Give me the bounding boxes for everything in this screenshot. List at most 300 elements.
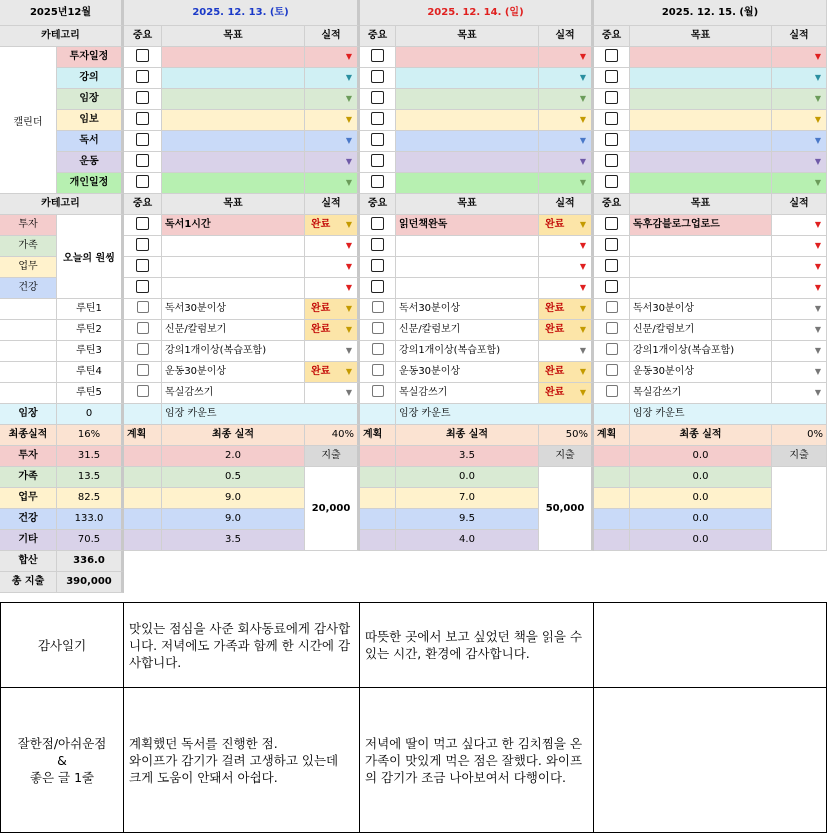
calendar-goal-cell[interactable] xyxy=(162,131,305,152)
reflection-entry[interactable] xyxy=(124,688,360,833)
day-category-value xyxy=(396,530,539,551)
importance-cell[interactable] xyxy=(360,257,396,278)
gratitude-entry[interactable] xyxy=(124,603,360,688)
routine-checkbox-cell[interactable] xyxy=(594,320,630,341)
routine-goal[interactable] xyxy=(630,341,772,362)
calendar-result-select[interactable] xyxy=(772,110,827,131)
importance-checkbox[interactable] xyxy=(606,385,618,397)
importance-cell[interactable] xyxy=(594,110,630,131)
reflection-label-line: 잘한점/아쉬운점 xyxy=(17,735,107,751)
importance-checkbox[interactable] xyxy=(371,154,384,167)
routine-goal[interactable] xyxy=(630,362,772,383)
onething-result-select[interactable] xyxy=(772,236,827,257)
importance-checkbox[interactable] xyxy=(137,301,149,313)
result-header-text: 실적 xyxy=(789,198,809,209)
onething-goal[interactable] xyxy=(630,278,772,299)
importance-cell[interactable] xyxy=(360,215,396,236)
routine-result-select[interactable] xyxy=(539,362,594,383)
importance-checkbox[interactable] xyxy=(136,49,149,62)
routine-result-select[interactable] xyxy=(305,320,360,341)
onething-goal[interactable] xyxy=(630,257,772,278)
importance-checkbox[interactable] xyxy=(605,70,618,83)
routine-result-select-text: 완료 xyxy=(311,303,331,314)
routine-result-select[interactable] xyxy=(539,320,594,341)
calendar-result-select[interactable] xyxy=(305,89,360,110)
importance-checkbox[interactable] xyxy=(605,217,618,230)
onething-result-select[interactable] xyxy=(539,278,594,299)
calendar-result-select[interactable] xyxy=(772,152,827,173)
final-total-pct xyxy=(57,425,124,446)
reflection-entry[interactable] xyxy=(594,688,827,833)
importance-checkbox[interactable] xyxy=(372,301,384,313)
importance-checkbox[interactable] xyxy=(371,280,384,293)
dropdown-arrow-icon[interactable]: ▼ xyxy=(345,94,352,103)
dropdown-arrow-icon[interactable]: ▼ xyxy=(814,52,821,61)
onething-result-select-text: 완료 xyxy=(311,219,331,230)
calendar-goal-cell[interactable] xyxy=(162,152,305,173)
importance-checkbox[interactable] xyxy=(605,133,618,146)
routine-checkbox-cell[interactable] xyxy=(360,383,396,404)
importance-checkbox[interactable] xyxy=(371,217,384,230)
onething-goal[interactable] xyxy=(630,236,772,257)
calendar-result-select[interactable] xyxy=(305,173,360,194)
importance-checkbox[interactable] xyxy=(371,175,384,188)
calendar-goal-cell[interactable] xyxy=(630,131,772,152)
imjang-blank xyxy=(594,404,630,425)
dropdown-arrow-icon[interactable]: ▼ xyxy=(345,52,352,61)
dropdown-arrow-icon[interactable]: ▼ xyxy=(345,262,352,271)
dropdown-arrow-icon[interactable]: ▼ xyxy=(814,262,821,271)
onething-goal[interactable] xyxy=(396,215,539,236)
dropdown-arrow-icon[interactable]: ▼ xyxy=(814,115,821,124)
calendar-result-select[interactable] xyxy=(539,152,594,173)
onething-result-select[interactable] xyxy=(539,215,594,236)
calendar-result-select[interactable] xyxy=(305,131,360,152)
importance-cell[interactable] xyxy=(124,47,162,68)
importance-cell[interactable] xyxy=(124,236,162,257)
calendar-goal-cell[interactable] xyxy=(396,173,539,194)
importance-header xyxy=(594,26,630,47)
calendar-goal-cell[interactable] xyxy=(396,89,539,110)
routine-checkbox-cell[interactable] xyxy=(124,299,162,320)
routine-goal[interactable] xyxy=(630,320,772,341)
routine-label xyxy=(57,362,124,383)
importance-cell[interactable] xyxy=(124,110,162,131)
importance-cell[interactable] xyxy=(124,89,162,110)
calendar-result-select[interactable] xyxy=(539,173,594,194)
day-category-value-text: 9.5 xyxy=(459,513,475,524)
routine-result-select[interactable] xyxy=(772,299,827,320)
importance-checkbox[interactable] xyxy=(136,217,149,230)
importance-checkbox[interactable] xyxy=(605,175,618,188)
dropdown-arrow-icon[interactable]: ▼ xyxy=(579,178,586,187)
importance-checkbox[interactable] xyxy=(372,322,384,334)
dropdown-arrow-icon[interactable]: ▼ xyxy=(814,346,821,355)
onething-goal[interactable] xyxy=(162,257,305,278)
calendar-result-select[interactable] xyxy=(539,47,594,68)
calendar-goal-cell[interactable] xyxy=(162,47,305,68)
dropdown-arrow-icon[interactable]: ▼ xyxy=(345,367,352,376)
importance-checkbox[interactable] xyxy=(371,133,384,146)
calendar-goal-cell[interactable] xyxy=(162,89,305,110)
goal-header-text: 목표 xyxy=(457,30,477,41)
summary-value-text: 13.5 xyxy=(77,471,101,482)
importance-checkbox[interactable] xyxy=(371,91,384,104)
dropdown-arrow-icon[interactable]: ▼ xyxy=(579,136,586,145)
importance-checkbox[interactable] xyxy=(371,49,384,62)
routine-result-select[interactable] xyxy=(539,383,594,404)
calendar-goal-cell[interactable] xyxy=(630,89,772,110)
dropdown-arrow-icon[interactable]: ▼ xyxy=(814,388,821,397)
calendar-result-select[interactable] xyxy=(772,131,827,152)
importance-checkbox[interactable] xyxy=(371,112,384,125)
dropdown-arrow-icon[interactable]: ▼ xyxy=(579,346,586,355)
importance-checkbox[interactable] xyxy=(136,175,149,188)
calendar-result-select[interactable] xyxy=(539,68,594,89)
importance-cell[interactable] xyxy=(360,173,396,194)
gratitude-entry[interactable] xyxy=(360,603,594,688)
importance-cell[interactable] xyxy=(124,215,162,236)
dropdown-arrow-icon[interactable]: ▼ xyxy=(814,178,821,187)
routine-goal[interactable] xyxy=(162,320,305,341)
calendar-goal-cell[interactable] xyxy=(396,110,539,131)
imjang-count xyxy=(57,404,124,425)
importance-cell[interactable] xyxy=(594,278,630,299)
plan-cell xyxy=(124,467,162,488)
gratitude-label xyxy=(0,603,124,688)
onething-result-select[interactable] xyxy=(539,236,594,257)
routine-goal[interactable] xyxy=(162,383,305,404)
importance-checkbox[interactable] xyxy=(136,91,149,104)
importance-cell[interactable] xyxy=(594,173,630,194)
importance-checkbox[interactable] xyxy=(136,133,149,146)
importance-checkbox[interactable] xyxy=(137,385,149,397)
calendar-result-select[interactable] xyxy=(305,110,360,131)
day-category-value xyxy=(162,488,305,509)
routine-goal-text: 독서30분이상 xyxy=(399,303,461,314)
importance-cell[interactable] xyxy=(594,89,630,110)
plan-cell xyxy=(594,530,630,551)
dropdown-arrow-icon[interactable]: ▼ xyxy=(579,241,586,250)
final-result-label xyxy=(396,425,539,446)
dropdown-arrow-icon[interactable]: ▼ xyxy=(345,346,352,355)
onething-goal[interactable] xyxy=(162,278,305,299)
calendar-goal-cell[interactable] xyxy=(630,47,772,68)
calendar-result-select[interactable] xyxy=(772,89,827,110)
importance-cell[interactable] xyxy=(360,110,396,131)
dropdown-arrow-icon[interactable]: ▼ xyxy=(345,283,352,292)
dropdown-arrow-icon[interactable]: ▼ xyxy=(345,73,352,82)
gratitude-entry[interactable] xyxy=(594,603,827,688)
dropdown-arrow-icon[interactable]: ▼ xyxy=(814,136,821,145)
dropdown-arrow-icon[interactable]: ▼ xyxy=(814,73,821,82)
importance-checkbox[interactable] xyxy=(137,364,149,376)
dropdown-arrow-icon[interactable]: ▼ xyxy=(345,178,352,187)
importance-cell[interactable] xyxy=(594,47,630,68)
importance-checkbox[interactable] xyxy=(136,154,149,167)
routine-checkbox-cell[interactable] xyxy=(360,362,396,383)
routine-goal[interactable] xyxy=(162,362,305,383)
onething-goal[interactable] xyxy=(396,236,539,257)
routine-checkbox-cell[interactable] xyxy=(124,362,162,383)
dropdown-arrow-icon[interactable]: ▼ xyxy=(345,241,352,250)
dropdown-arrow-icon[interactable]: ▼ xyxy=(579,52,586,61)
routine-goal[interactable] xyxy=(630,383,772,404)
routine-checkbox-cell[interactable] xyxy=(594,383,630,404)
calendar-goal-cell[interactable] xyxy=(630,173,772,194)
day-category-value-text: 7.0 xyxy=(459,492,475,503)
routine-result-select[interactable] xyxy=(772,341,827,362)
day-category-value-text: 0.0 xyxy=(692,492,709,503)
calendar-result-select[interactable] xyxy=(539,89,594,110)
routine-result-select[interactable] xyxy=(772,320,827,341)
calendar-category xyxy=(57,89,124,110)
imjang-count-label xyxy=(396,404,594,425)
routine-goal[interactable] xyxy=(162,299,305,320)
importance-checkbox[interactable] xyxy=(136,238,149,251)
calendar-category xyxy=(57,110,124,131)
calendar-result-select[interactable] xyxy=(539,110,594,131)
calendar-goal-cell[interactable] xyxy=(162,110,305,131)
onething-category xyxy=(0,215,57,236)
importance-checkbox[interactable] xyxy=(136,112,149,125)
importance-checkbox[interactable] xyxy=(371,70,384,83)
dropdown-arrow-icon[interactable]: ▼ xyxy=(814,325,821,334)
calendar-goal-cell[interactable] xyxy=(162,173,305,194)
dropdown-arrow-icon[interactable]: ▼ xyxy=(579,262,586,271)
importance-checkbox[interactable] xyxy=(137,343,149,355)
importance-cell[interactable] xyxy=(124,257,162,278)
final-result-label-text: 최종 실적 xyxy=(211,429,255,440)
routine-result-select[interactable] xyxy=(772,383,827,404)
calendar-goal-cell[interactable] xyxy=(396,47,539,68)
final-day-pct-text: 0% xyxy=(807,429,823,440)
dropdown-arrow-icon[interactable]: ▼ xyxy=(345,157,352,166)
importance-cell[interactable] xyxy=(594,131,630,152)
onething-category xyxy=(0,236,57,257)
dropdown-arrow-icon[interactable]: ▼ xyxy=(579,325,586,334)
importance-checkbox[interactable] xyxy=(605,259,618,272)
importance-cell[interactable] xyxy=(594,215,630,236)
onething-goal[interactable] xyxy=(162,236,305,257)
calendar-result-select[interactable] xyxy=(305,152,360,173)
calendar-goal-cell[interactable] xyxy=(396,152,539,173)
dropdown-arrow-icon[interactable]: ▼ xyxy=(814,157,821,166)
dropdown-arrow-icon[interactable]: ▼ xyxy=(579,220,586,229)
dropdown-arrow-icon[interactable]: ▼ xyxy=(814,304,821,313)
routine-result-select[interactable] xyxy=(305,299,360,320)
onething-goal[interactable] xyxy=(396,278,539,299)
routine-checkbox-cell[interactable] xyxy=(594,341,630,362)
dropdown-arrow-icon[interactable]: ▼ xyxy=(579,367,586,376)
dropdown-arrow-icon[interactable]: ▼ xyxy=(814,220,821,229)
dropdown-arrow-icon[interactable]: ▼ xyxy=(579,388,586,397)
importance-checkbox[interactable] xyxy=(371,259,384,272)
calendar-result-select[interactable] xyxy=(539,131,594,152)
importance-header-text: 중요 xyxy=(367,30,388,41)
calendar-goal-cell[interactable] xyxy=(396,131,539,152)
onething-goal[interactable] xyxy=(396,257,539,278)
onething-goal-text: 독후감블로그업로드 xyxy=(633,219,720,230)
importance-checkbox[interactable] xyxy=(606,343,618,355)
routine-checkbox-cell[interactable] xyxy=(360,299,396,320)
routine-goal-text: 강의1개이상(복습포함) xyxy=(633,345,735,356)
onething-result-select[interactable] xyxy=(305,215,360,236)
importance-cell[interactable] xyxy=(124,173,162,194)
routine-checkbox-cell[interactable] xyxy=(124,341,162,362)
routine-result-select[interactable] xyxy=(772,362,827,383)
routine-goal[interactable] xyxy=(630,299,772,320)
importance-cell[interactable] xyxy=(360,152,396,173)
importance-cell[interactable] xyxy=(124,131,162,152)
calendar-result-select[interactable] xyxy=(772,68,827,89)
calendar-result-select[interactable] xyxy=(305,47,360,68)
importance-checkbox[interactable] xyxy=(605,238,618,251)
importance-header-text: 중요 xyxy=(601,30,622,41)
routine-result-select[interactable] xyxy=(305,362,360,383)
importance-cell[interactable] xyxy=(360,236,396,257)
importance-cell[interactable] xyxy=(124,68,162,89)
result-header xyxy=(539,26,594,47)
onething-result-select[interactable] xyxy=(305,278,360,299)
imjang-count-text: 0 xyxy=(85,408,93,419)
total-spend-label xyxy=(0,572,57,593)
onething-result-select[interactable] xyxy=(539,257,594,278)
onething-result-select[interactable] xyxy=(772,278,827,299)
routine-result-select[interactable] xyxy=(539,341,594,362)
dropdown-arrow-icon[interactable]: ▼ xyxy=(579,94,586,103)
importance-checkbox[interactable] xyxy=(136,259,149,272)
importance-cell[interactable] xyxy=(360,89,396,110)
imjang-label-text: 임장 xyxy=(18,408,38,419)
day-category-value xyxy=(630,530,772,551)
dropdown-arrow-icon[interactable]: ▼ xyxy=(345,136,352,145)
routine-checkbox-cell[interactable] xyxy=(124,383,162,404)
onething-result-select[interactable] xyxy=(772,257,827,278)
onething-category xyxy=(0,257,57,278)
day-category-value-text: 9.0 xyxy=(225,492,241,503)
onething-result-select[interactable] xyxy=(305,236,360,257)
importance-checkbox[interactable] xyxy=(606,322,618,334)
final-result-label xyxy=(162,425,305,446)
calendar-result-select[interactable] xyxy=(772,173,827,194)
importance-checkbox[interactable] xyxy=(136,280,149,293)
goal-header xyxy=(396,26,539,47)
routine-result-select[interactable] xyxy=(305,341,360,362)
routine-spacer xyxy=(0,341,57,362)
reflection-entry[interactable] xyxy=(360,688,594,833)
importance-checkbox[interactable] xyxy=(605,112,618,125)
goal-header-text: 목표 xyxy=(223,198,243,209)
routine-checkbox-cell[interactable] xyxy=(594,362,630,383)
importance-checkbox[interactable] xyxy=(136,70,149,83)
importance-checkbox[interactable] xyxy=(372,364,384,376)
importance-cell[interactable] xyxy=(360,47,396,68)
dropdown-arrow-icon[interactable]: ▼ xyxy=(579,73,586,82)
spend-label xyxy=(539,446,594,467)
goal-header-text: 목표 xyxy=(690,30,711,41)
calendar-result-select[interactable] xyxy=(772,47,827,68)
onething-result-select[interactable] xyxy=(305,257,360,278)
dropdown-arrow-icon[interactable]: ▼ xyxy=(579,115,586,124)
importance-checkbox[interactable] xyxy=(605,49,618,62)
importance-cell[interactable] xyxy=(360,131,396,152)
importance-checkbox[interactable] xyxy=(372,385,384,397)
importance-checkbox[interactable] xyxy=(371,238,384,251)
routine-checkbox-cell[interactable] xyxy=(360,320,396,341)
dropdown-arrow-icon[interactable]: ▼ xyxy=(345,325,352,334)
routine-goal[interactable] xyxy=(162,341,305,362)
importance-checkbox[interactable] xyxy=(606,301,618,313)
result-header xyxy=(305,26,360,47)
day-date-1 xyxy=(124,0,360,26)
day-category-value-text: 0.0 xyxy=(692,450,709,461)
reflection-label xyxy=(0,688,124,833)
calendar-result-select[interactable] xyxy=(305,68,360,89)
importance-checkbox[interactable] xyxy=(605,154,618,167)
onething-goal[interactable] xyxy=(162,215,305,236)
calendar-goal-cell[interactable] xyxy=(162,68,305,89)
plan-label xyxy=(124,425,162,446)
dropdown-arrow-icon[interactable]: ▼ xyxy=(345,304,352,313)
dropdown-arrow-icon[interactable]: ▼ xyxy=(814,94,821,103)
importance-cell[interactable] xyxy=(124,278,162,299)
routine-goal[interactable] xyxy=(396,362,539,383)
importance-checkbox[interactable] xyxy=(605,280,618,293)
dropdown-arrow-icon[interactable]: ▼ xyxy=(814,367,821,376)
routine-checkbox-cell[interactable] xyxy=(594,299,630,320)
calendar-goal-cell[interactable] xyxy=(630,110,772,131)
calendar-goal-cell[interactable] xyxy=(630,152,772,173)
routine-result-select[interactable] xyxy=(305,383,360,404)
importance-checkbox[interactable] xyxy=(606,364,618,376)
importance-checkbox[interactable] xyxy=(605,91,618,104)
routine-checkbox-cell[interactable] xyxy=(360,341,396,362)
importance-cell[interactable] xyxy=(360,68,396,89)
routine-goal[interactable] xyxy=(396,320,539,341)
routine-checkbox-cell[interactable] xyxy=(124,320,162,341)
calendar-goal-cell[interactable] xyxy=(396,68,539,89)
importance-checkbox[interactable] xyxy=(137,322,149,334)
dropdown-arrow-icon[interactable]: ▼ xyxy=(345,220,352,229)
onething-goal-text: 읽던책완독 xyxy=(399,219,448,230)
dropdown-arrow-icon[interactable]: ▼ xyxy=(345,115,352,124)
dropdown-arrow-icon[interactable]: ▼ xyxy=(579,304,586,313)
imjang-count-label xyxy=(630,404,827,425)
dropdown-arrow-icon[interactable]: ▼ xyxy=(814,241,821,250)
dropdown-arrow-icon[interactable]: ▼ xyxy=(814,283,821,292)
importance-cell[interactable] xyxy=(594,236,630,257)
calendar-goal-cell[interactable] xyxy=(630,68,772,89)
importance-cell[interactable] xyxy=(594,68,630,89)
onething-result-select[interactable] xyxy=(772,215,827,236)
importance-cell[interactable] xyxy=(594,152,630,173)
dropdown-arrow-icon[interactable]: ▼ xyxy=(579,283,586,292)
routine-goal[interactable] xyxy=(396,383,539,404)
importance-checkbox[interactable] xyxy=(372,343,384,355)
dropdown-arrow-icon[interactable]: ▼ xyxy=(579,157,586,166)
routine-goal[interactable] xyxy=(396,299,539,320)
importance-header-text: 중요 xyxy=(367,198,388,209)
routine-goal[interactable] xyxy=(396,341,539,362)
onething-goal[interactable] xyxy=(630,215,772,236)
routine-result-select[interactable] xyxy=(539,299,594,320)
importance-cell[interactable] xyxy=(124,152,162,173)
dropdown-arrow-icon[interactable]: ▼ xyxy=(345,388,352,397)
spend-label-text: 지출 xyxy=(555,450,575,461)
importance-cell[interactable] xyxy=(594,257,630,278)
importance-cell[interactable] xyxy=(360,278,396,299)
